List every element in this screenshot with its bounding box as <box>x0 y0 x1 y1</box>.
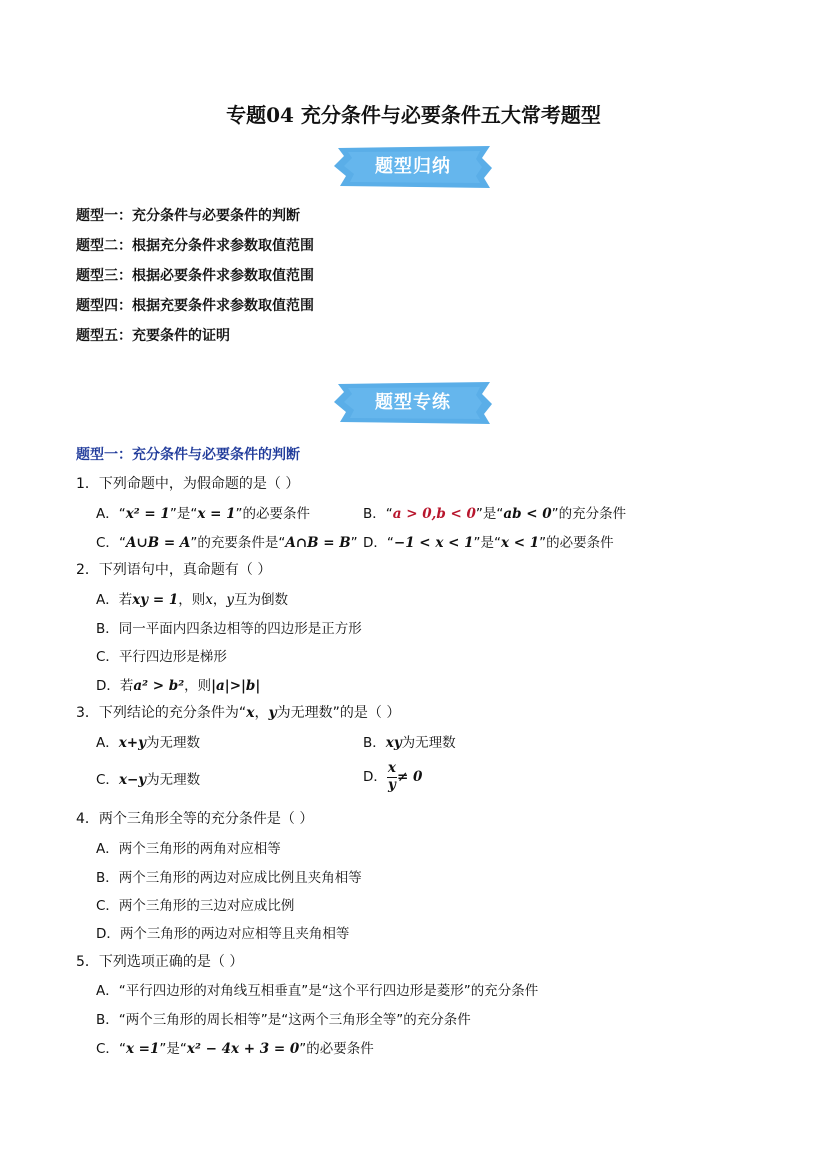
q1-option-d <box>363 531 614 551</box>
math-var: y <box>226 592 235 608</box>
q1-option-b <box>363 502 626 522</box>
question-3-stem <box>76 702 400 722</box>
option-label: D． <box>363 769 387 785</box>
q2-option-b <box>96 617 362 637</box>
option-text: ”的必要条件 <box>299 1041 374 1057</box>
question-4-stem: 4．两个三角形全等的充分条件是（ ） <box>76 811 314 827</box>
page-title: 专题04 充分条件与必要条件五大常考题型 <box>226 103 601 127</box>
question-2-stem: 2．下列语句中，真命题有（ ） <box>76 562 272 578</box>
q3-option-d <box>363 762 422 792</box>
option-label: C． <box>96 649 119 665</box>
option-text: 平行四边形是梯形 <box>118 649 227 665</box>
q1-option-c <box>96 531 358 551</box>
q4-option-d: D．两个三角形的两边对应相等且夹角相等 <box>96 926 350 942</box>
q4-option-c: C．两个三角形的三边对应成比例 <box>96 898 295 914</box>
toc-item-4: 题型四：根据充要条件求参数取值范围 <box>76 298 314 314</box>
toc-item-2: 题型二：根据充分条件求参数取值范围 <box>76 238 314 254</box>
fraction <box>387 762 397 792</box>
option-label: D． <box>363 535 387 551</box>
option-text: ”的充要条件是“ <box>190 535 286 551</box>
math-expr: xy <box>385 735 402 751</box>
stem-text: 为无理数”的是（ ） <box>276 705 401 721</box>
option-text: ”的必要条件 <box>539 535 614 551</box>
q5-option-c <box>96 1037 374 1057</box>
q4-option-a: A．两个三角形的两角对应相等 <box>96 841 281 857</box>
banner-summary-label: 题型归纳 <box>375 156 451 177</box>
option-label: A． <box>96 735 119 751</box>
option-text: ”是“ <box>475 506 504 522</box>
math-expr: |a|>|b| <box>211 678 261 694</box>
math-expr: x+y <box>118 735 146 751</box>
option-text: 为无理数 <box>145 735 200 751</box>
open-quote: “ <box>118 1041 126 1057</box>
option-label: A． <box>96 506 119 522</box>
fraction-denominator: y <box>388 776 396 793</box>
math-expr: A∪B = A <box>125 535 191 551</box>
option-text: ”的必要条件 <box>235 506 310 522</box>
math-expr: x = 1 <box>197 506 236 522</box>
math-expr: x < 1 <box>500 535 540 551</box>
option-text: ”是“ <box>159 1041 187 1057</box>
q2-option-a <box>96 588 288 608</box>
option-text: 互为倒数 <box>234 592 289 608</box>
question-5-stem: 5．下列选项正确的是（ ） <box>76 954 244 970</box>
math-expr: xy = 1 <box>132 592 179 608</box>
q1-option-a <box>96 502 310 522</box>
math-expr: ab < 0 <box>503 506 552 522</box>
q5-option-a: A．“平行四边形的对角线互相垂直”是“这个平行四边形是菱形”的充分条件 <box>96 983 539 999</box>
banner-practice <box>330 382 496 424</box>
q4-option-b: B．两个三角形的两边对应成比例且夹角相等 <box>96 870 362 886</box>
open-quote: “ <box>118 506 126 522</box>
math-var: x <box>205 592 213 608</box>
math-expr: x² = 1 <box>125 506 170 522</box>
math-var: y <box>268 705 277 721</box>
section-heading-1: 题型一：充分条件与必要条件的判断 <box>76 447 300 463</box>
q2-option-c <box>96 645 227 665</box>
toc-item-1: 题型一：充分条件与必要条件的判断 <box>76 208 300 224</box>
option-text: ” <box>350 535 358 551</box>
option-text: ”的充分条件 <box>551 506 627 522</box>
q3-option-a <box>96 731 200 751</box>
stem-text: 3．下列结论的充分条件为“ <box>76 705 247 721</box>
q3-option-c <box>96 768 200 788</box>
question-1-stem: 1．下列命题中，为假命题的是（ ） <box>76 476 300 492</box>
math-var: x <box>246 705 255 721</box>
banner-summary <box>330 146 496 188</box>
option-text: 同一平面内四条边相等的四边形是正方形 <box>118 621 362 637</box>
option-label: B． <box>363 735 386 751</box>
option-label: C． <box>96 535 119 551</box>
option-text: ”是“ <box>169 506 198 522</box>
option-text: 若 <box>119 678 134 694</box>
option-label: D． <box>96 678 120 694</box>
option-label: A． <box>96 592 119 608</box>
math-expr: x² − 4x + 3 = 0 <box>186 1041 300 1057</box>
math-expr: x−y <box>118 772 147 788</box>
option-label: B． <box>96 621 119 637</box>
option-text: ， <box>212 592 227 608</box>
toc-item-3: 题型三：根据必要条件求参数取值范围 <box>76 268 314 284</box>
option-label: C． <box>96 772 119 788</box>
option-text: ，则 <box>184 678 212 694</box>
open-quote: “ <box>386 535 394 551</box>
toc-item-5: 题型五：充要条件的证明 <box>76 328 230 344</box>
option-text: 为无理数 <box>401 735 456 751</box>
banner-practice-label: 题型专练 <box>375 392 451 413</box>
math-expr: −1 < x < 1 <box>393 535 474 551</box>
math-expr: x =1 <box>125 1041 160 1057</box>
option-label: B． <box>363 506 386 522</box>
q3-option-b <box>363 731 456 751</box>
stem-text: ， <box>254 705 269 721</box>
math-expr: a > 0,b < 0 <box>392 506 476 522</box>
q2-option-d <box>96 674 260 694</box>
math-expr: A∩B = B <box>285 535 351 551</box>
math-expr: ≠ 0 <box>396 769 423 785</box>
option-text: 为无理数 <box>146 772 201 788</box>
math-expr: a² > b² <box>133 678 185 694</box>
option-text: ，则 <box>178 592 206 608</box>
open-quote: “ <box>118 535 126 551</box>
option-text: ”是“ <box>473 535 501 551</box>
q5-option-b: B．“两个三角形的周长相等”是“这两个三角形全等”的充分条件 <box>96 1012 471 1028</box>
option-label: C． <box>96 1041 119 1057</box>
option-text: 若 <box>118 592 133 608</box>
open-quote: “ <box>385 506 393 522</box>
fraction-numerator: x <box>387 760 396 776</box>
